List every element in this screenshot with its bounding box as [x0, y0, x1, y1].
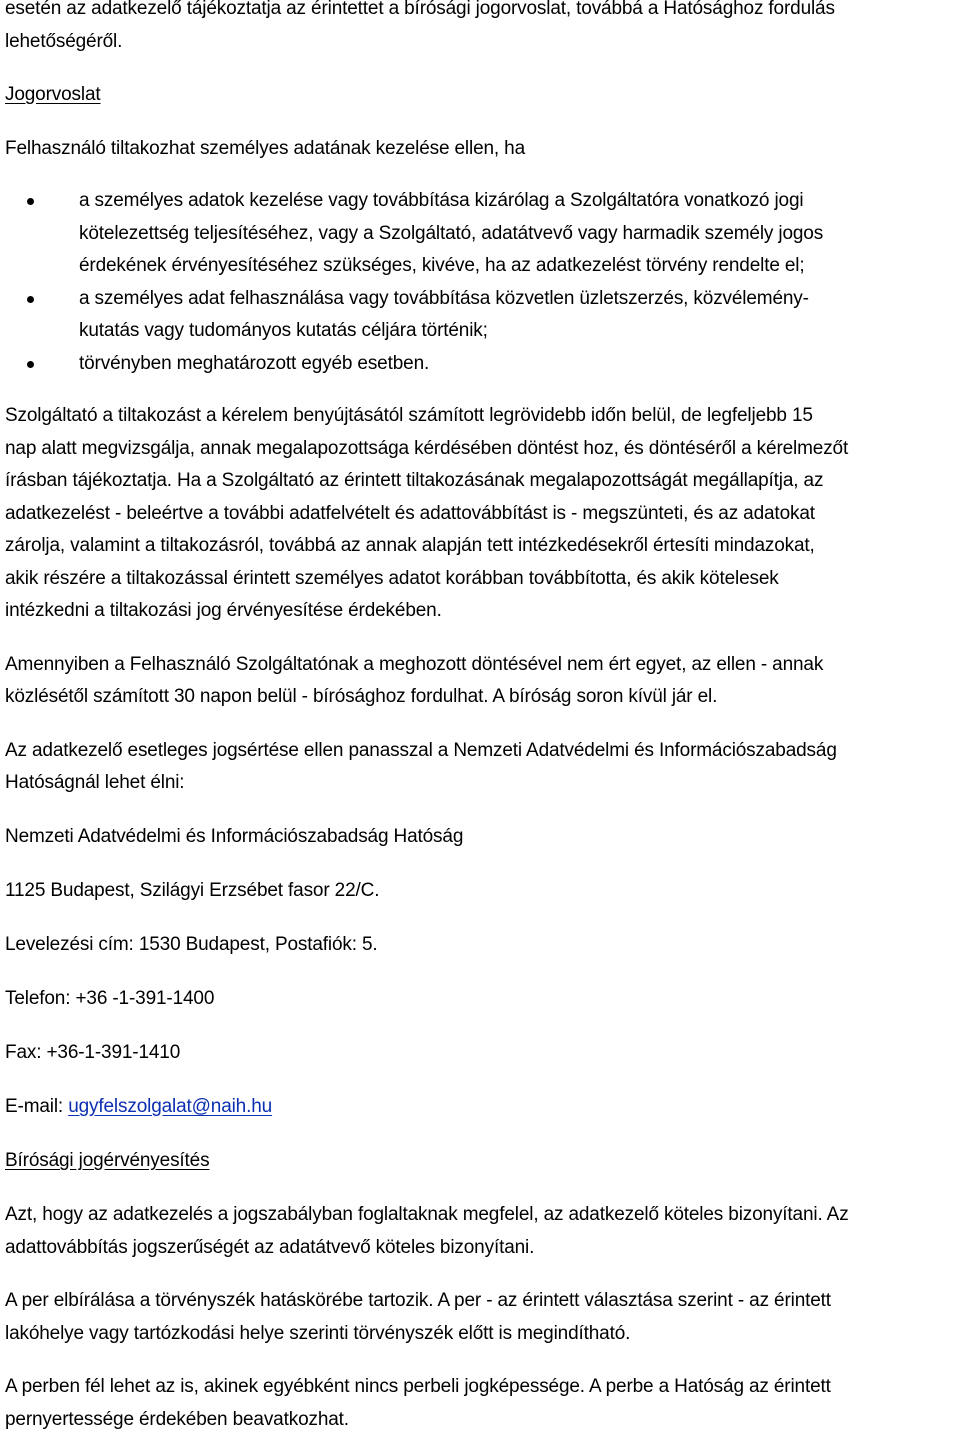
email-link[interactable]: ugyfelszolgalat@naih.hu — [68, 1096, 273, 1117]
paragraph-line: A perben fél lehet az is, akinek egyébként nincs perbeli jogképessége. A perbe a Hatóság az érintett — [5, 1376, 831, 1397]
paragraph-line: nap alatt megvizsgálja, annak megalapozottsága kérdésében döntést hoz, és döntéséről a kérelmezőt — [5, 437, 849, 459]
paragraph-hataskor — [5, 1285, 953, 1350]
intro-line: esetén az adatkezelő tájékoztatja az érintettet a bírósági jogorvoslat, továbbá a Hatósághoz fordulás — [5, 0, 835, 19]
paragraph-line: közlésétől számított 30 napon belül - bírósághoz fordulhat. A bíróság soron kívül jár el. — [5, 686, 718, 707]
paragraph-line: Az adatkezelő esetleges jogsértése ellen panasszal a Nemzeti Adatvédelmi és Információszabadság — [5, 739, 837, 761]
paragraph-line: akik részére a tiltakozással érintett személyes adatot korábban továbbította, és akik kötelesek — [5, 567, 779, 589]
paragraph-bizonyitas — [5, 1199, 953, 1264]
authority-name: Nemzeti Adatvédelmi és Információszabadság Hatóság — [5, 826, 464, 847]
list-item — [5, 283, 953, 348]
jogorvoslat-lead: Felhasználó tiltakozhat személyes adatának kezelése ellen, ha — [5, 137, 525, 159]
authority-email — [5, 1091, 953, 1124]
heading-text: Jogorvoslat — [5, 84, 101, 105]
paragraph-line: adatkezelést - beleértve a további adatfelvételt és adattovábbítást is - megszünteti, és az adatokat — [5, 502, 815, 524]
email-label: E-mail: — [5, 1096, 69, 1117]
paragraph-line: Amennyiben a Felhasználó Szolgáltatónak a meghozott döntésével nem ért egyet, az ellen - annak — [5, 653, 824, 675]
bullet-icon — [27, 296, 34, 303]
paragraph-line: Azt, hogy az adatkezelés a jogszabályban foglaltaknak megfelel, az adatkezelő köteles bizonyítani. Az — [5, 1204, 849, 1225]
authority-mailing-address: Levelezési cím: 1530 Budapest, Postafiók: 5. — [5, 934, 378, 955]
authority-phone: Telefon: +36 -1-391-1400 — [5, 988, 215, 1009]
objection-conditions-list — [5, 185, 953, 380]
list-item — [5, 185, 953, 283]
paragraph-birosag — [5, 649, 953, 714]
paragraph-line: adattovábbítás jogszerűségét az adatátvevő köteles bizonyítani. — [5, 1236, 535, 1258]
authority-address: 1125 Budapest, Szilágyi Erzsébet fasor 22/C. — [5, 880, 380, 901]
paragraph-line: A per elbírálása a törvényszék hatáskörébe tartozik. A per - az érintett választása szerint - az érintett — [5, 1290, 831, 1311]
paragraph-tiltakozas — [5, 400, 953, 628]
paragraph-line: Hatóságnál lehet élni: — [5, 772, 185, 793]
paragraph-line: zárolja, valamint a tiltakozásról, továbbá az annak alapján tett intézkedésekről értesíti mindazokat, — [5, 535, 815, 556]
paragraph-line: intézkedni a tiltakozási jog érvényesítése érdekében. — [5, 600, 442, 621]
authority-fax: Fax: +36-1-391-1410 — [5, 1042, 181, 1063]
list-item-line: érdekének érvényesítéséhez szükséges, kivéve, ha az adatkezelést törvény rendelte el; — [79, 255, 805, 276]
paragraph-line: Szolgáltató a tiltakozást a kérelem benyújtásától számított legrövidebb időn belül, de legfeljebb 15 — [5, 405, 813, 426]
list-item-line: törvényben meghatározott egyéb esetben. — [79, 352, 430, 374]
section-heading-jogervenyesites — [5, 1145, 953, 1178]
intro-paragraph — [5, 0, 953, 58]
paragraph-line: lakóhelye vagy tartózkodási helye szerinti törvényszék előtt is megindítható. — [5, 1322, 631, 1344]
section-heading-jogorvoslat — [5, 79, 953, 112]
list-item — [5, 348, 953, 381]
paragraph-line: pernyertessége érdekében beavatkozhat. — [5, 1408, 349, 1430]
intro-line: lehetőségéről. — [5, 30, 123, 52]
document-page — [5, 0, 953, 1436]
heading-text: Bírósági jogérvényesítés — [5, 1150, 210, 1171]
paragraph-line: írásban tájékoztatja. Ha a Szolgáltató az érintett tiltakozásának megalapozottságát megállapítja, az — [5, 470, 824, 491]
list-item-line: a személyes adatok kezelése vagy továbbítása kizárólag a Szolgáltatóra vonatkozó jogi — [79, 190, 804, 211]
bullet-icon — [27, 198, 34, 205]
paragraph-panasz — [5, 735, 953, 800]
paragraph-perbeli-fel — [5, 1371, 953, 1436]
bullet-icon — [27, 361, 34, 368]
list-item-line: kötelezettség teljesítéséhez, vagy a Szolgáltató, adatátvevő vagy harmadik személy jogos — [79, 222, 824, 244]
list-item-line: a személyes adat felhasználása vagy továbbítása közvetlen üzletszerzés, közvélemény- — [79, 287, 809, 309]
list-item-line: kutatás vagy tudományos kutatás céljára történik; — [79, 320, 488, 341]
